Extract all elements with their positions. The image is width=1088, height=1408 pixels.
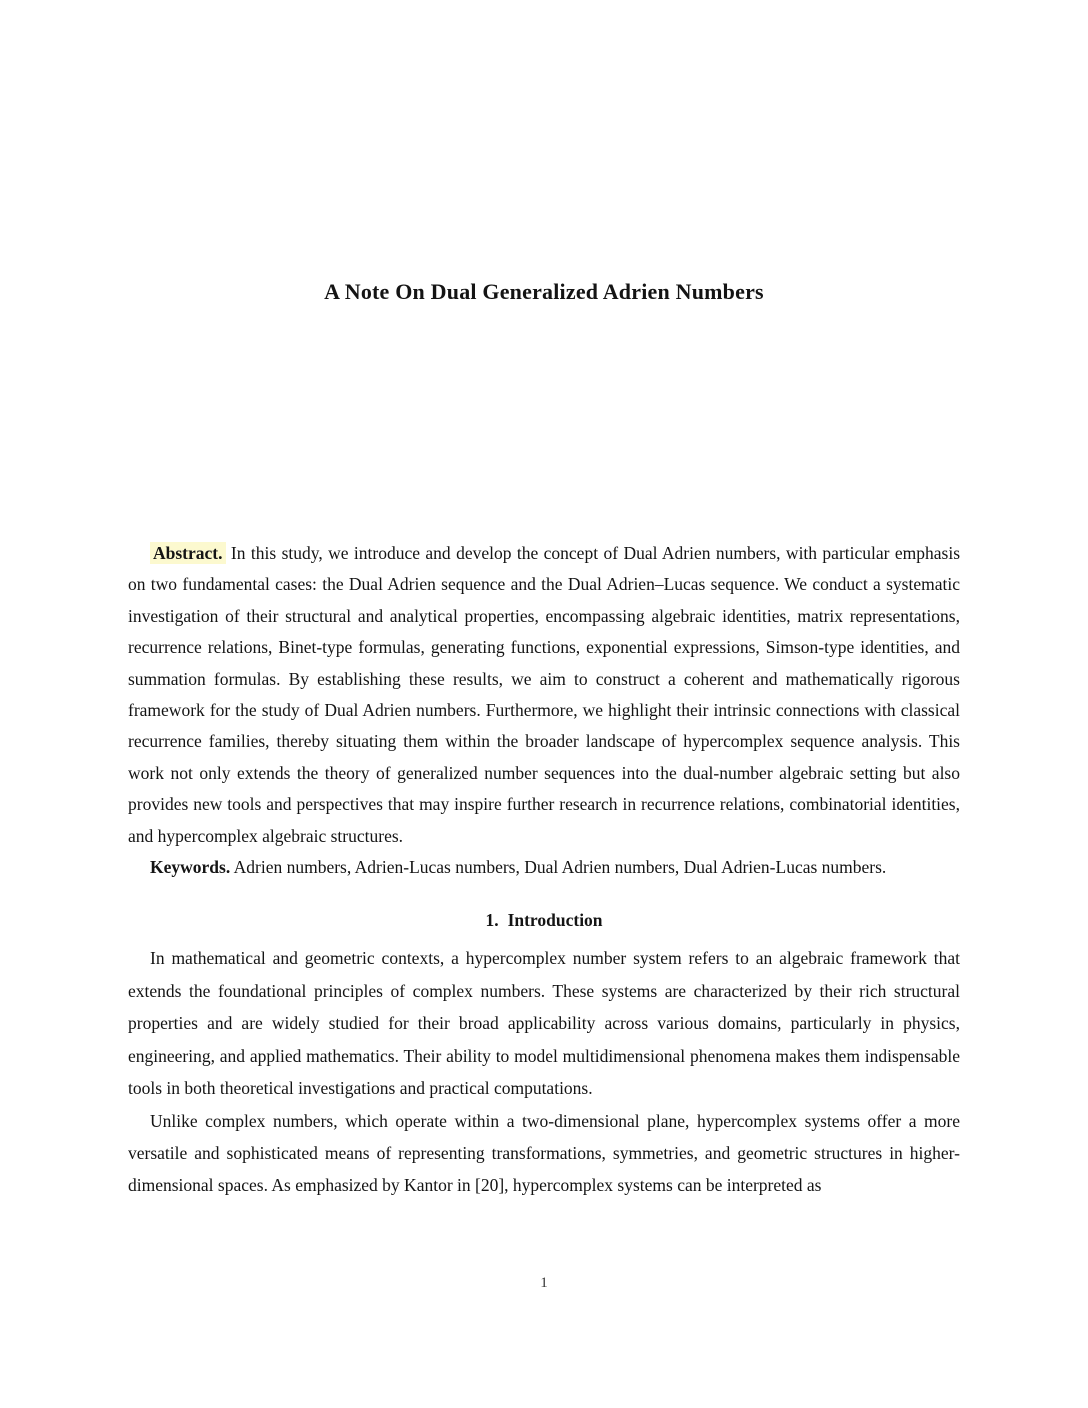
paper-title: A Note On Dual Generalized Adrien Numbers <box>324 279 764 304</box>
section-heading <box>128 910 960 931</box>
abstract-label: Abstract. <box>150 542 226 564</box>
intro-paragraph-1: In mathematical and geometric contexts, a hypercomplex number system refers to an algebraic framework that extends the foundational principles of complex numbers. These systems are characterized by their rich structural properties and are widely studied for their broad applicability across various domains, particularly in physics, engineering, and applied mathematics. Their ability to model multidimensional phenomena makes them indispensable tools in both theoretical investigations and practical computations. <box>128 948 960 1099</box>
introduction-section <box>128 942 960 1201</box>
page-number: 1 <box>540 1275 548 1291</box>
keywords-text: Adrien numbers, Adrien-Lucas numbers, Dual Adrien numbers, Dual Adrien-Lucas numbers. <box>233 857 887 878</box>
intro-paragraph-2: Unlike complex numbers, which operate within a two-dimensional plane, hypercomplex systems offer a more versatile and sophisticated means of representing transformations, symmetries, and geometric structures in higher-dimensional spaces. As emphasized by Kantor in [20], hypercomplex systems can be interpreted as <box>128 1110 960 1196</box>
section-number: 1. <box>485 910 499 931</box>
section-title: Introduction <box>507 910 603 931</box>
keywords-label: Keywords. <box>150 857 231 878</box>
abstract-paragraph <box>128 538 960 852</box>
page-body <box>128 538 960 1202</box>
abstract-text: In this study, we introduce and develop the concept of Dual Adrien numbers, with particular emphasis on two fundamental cases: the Dual Adrien sequence and the Dual Adrien–Lucas sequence. We conduct a systematic investigation of their structural and analytical properties, encompassing algebraic identities, matrix representations, recurrence relations, Binet-type formulas, generating functions, exponential expressions, Simson-type identities, and summation formulas. By establishing these results, we aim to construct a coherent and mathematically rigorous framework for the study of Dual Adrien numbers. Furthermore, we highlight their intrinsic connections with classical recurrence families, thereby situating them within the broader landscape of hypercomplex sequence analysis. This work not only extends the theory of generalized number sequences into the dual-number algebraic setting but also provides new tools and perspectives that may inspire further research in recurrence relations, combinatorial identities, and hypercomplex algebraic structures. <box>128 543 961 846</box>
keywords-paragraph <box>128 852 960 883</box>
